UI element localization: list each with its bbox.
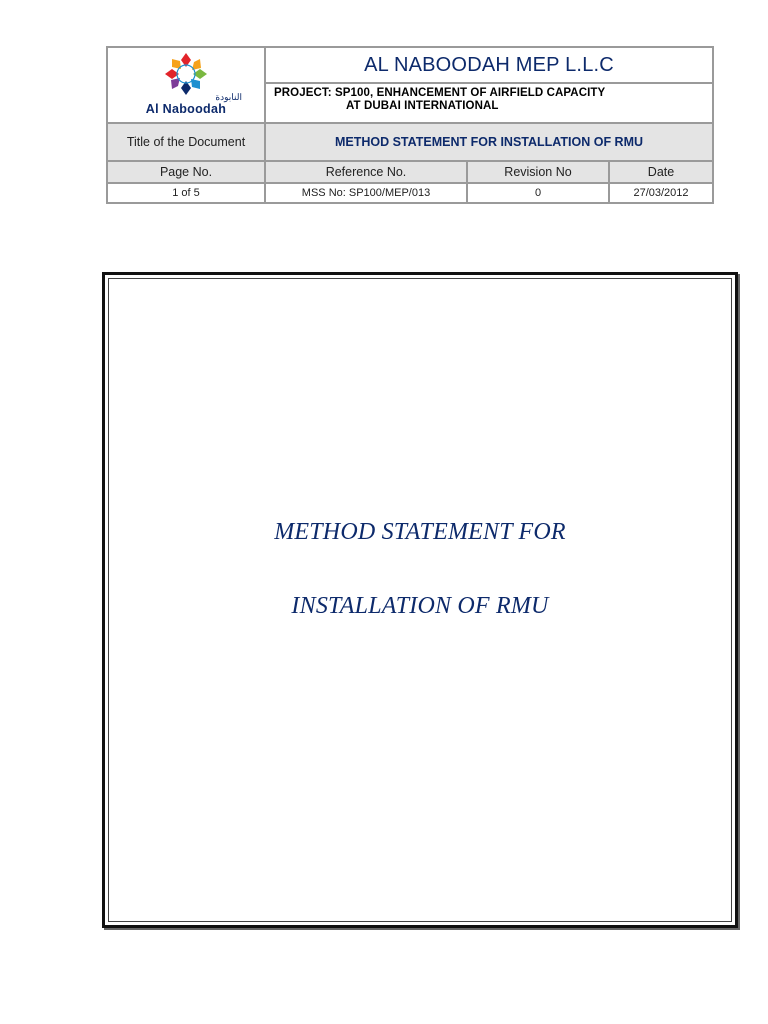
reference-no-label: Reference No.	[266, 160, 468, 182]
date-value: 27/03/2012	[610, 182, 712, 202]
page-no-value: 1 of 5	[108, 182, 266, 202]
revision-no-value: 0	[468, 182, 610, 202]
company-name: AL NABOODAH MEP L.L.C	[266, 48, 712, 84]
date-label: Date	[610, 160, 712, 182]
cover-title-line-1: METHOD STATEMENT FOR	[274, 519, 566, 545]
project-description	[266, 84, 712, 122]
project-line-1: PROJECT: SP100, ENHANCEMENT OF AIRFIELD CAPACITY	[274, 87, 606, 99]
revision-no-label: Revision No	[468, 160, 610, 182]
document-title-value: METHOD STATEMENT FOR INSTALLATION OF RMU	[266, 122, 712, 160]
logo-company-name: Al Naboodah	[145, 102, 227, 116]
document-header-table	[106, 46, 714, 204]
al-naboodah-logo-icon	[157, 52, 215, 96]
cover-title-line-2: INSTALLATION OF RMU	[291, 593, 549, 619]
project-line-2: AT DUBAI INTERNATIONAL	[346, 100, 499, 112]
page-no-label: Page No.	[108, 160, 266, 182]
reference-no-value: MSS No: SP100/MEP/013	[266, 182, 468, 202]
document-title-label: Title of the Document	[108, 122, 266, 160]
logo-arabic-text: النابودة	[215, 92, 242, 102]
cover-frame	[102, 272, 738, 928]
logo-cell	[108, 48, 266, 122]
